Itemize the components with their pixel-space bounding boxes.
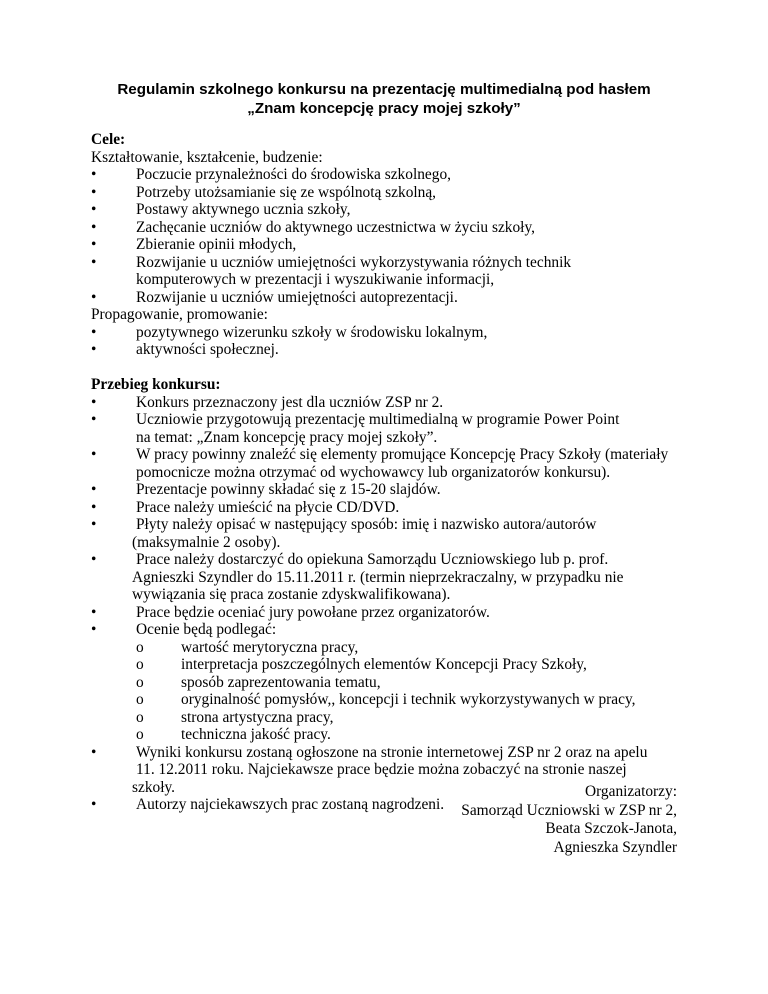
organizer-line: Beata Szczok-Janota, [545, 820, 677, 837]
goals-list-item: • Zachęcanie uczniów do aktywnego uczestnictwa w życiu szkoły, [91, 218, 535, 236]
bullet-icon: • [91, 796, 97, 813]
criteria-item: o sposób zaprezentowania tematu, [136, 673, 381, 691]
course-list-item: • Prezentacje powinny składać się z 15-20 slajdów. [91, 481, 441, 498]
criteria-item: o oryginalność pomysłów,, koncepcji i technik wykorzystywanych w pracy, [136, 691, 636, 708]
organizer-line: Samorząd Uczniowski w ZSP nr 2, [461, 801, 677, 819]
course-list-item: • Prace należy umieścić na płycie CD/DVD. [91, 498, 400, 516]
bullet-icon: • [91, 218, 97, 236]
bullet-icon: • [91, 236, 97, 253]
course-heading: Przebieg konkursu: [91, 376, 221, 393]
bullet-icon: • [91, 288, 97, 306]
bullet-icon: • [91, 603, 97, 621]
bullet-icon: • [91, 743, 97, 761]
course-list-item: • Konkurs przeznaczony jest dla uczniów ZSP nr 2. [91, 393, 444, 411]
bullet-icon: • [91, 446, 97, 463]
bullet-icon: • [91, 498, 97, 516]
goals-heading: Cele: [91, 131, 126, 148]
goals-list-item: • Postawy aktywnego ucznia szkoły, [91, 201, 351, 218]
bullet-icon: • [91, 253, 97, 271]
criteria-item: o techniczna jakość pracy. [136, 726, 331, 743]
circle-bullet-icon: o [136, 708, 144, 726]
bullet-icon: • [91, 481, 97, 498]
goals-list-item: • Potrzeby utożsamianie się ze wspólnotą szkolną, [91, 183, 437, 201]
course-list-item: • Płyty należy opisać w następujący sposób: imię i nazwisko autora/autorów (maksymalnie 2 osoby). [91, 516, 597, 551]
goals-list-item: • aktywności społecznej. [91, 341, 279, 358]
goals-list-item: • Rozwijanie u uczniów umiejętności autoprezentacji. [91, 288, 458, 306]
section-spacer [91, 359, 711, 377]
bullet-icon: • [91, 411, 97, 428]
organizers-block [461, 783, 677, 857]
course-list-item: • Autorzy najciekawszych prac zostaną nagrodzeni. [91, 796, 445, 813]
circle-bullet-icon: o [136, 656, 144, 673]
circle-bullet-icon: o [136, 673, 144, 691]
bullet-icon: • [91, 393, 97, 411]
bullet-icon: • [91, 551, 97, 568]
course-list-item: • W pracy powinny znaleźć się elementy promujące Koncepcję Pracy Szkoły (materiały pomocnicze można otrzymać od wychowawcy lub organizatorów konkursu). [91, 446, 669, 481]
course-list-item: • Uczniowie przygotowują prezentację multimedialną w programie Power Point na temat: „Znam koncepcję pracy mojej szkoły”. [91, 411, 620, 446]
course-list-item: • Ocenie będą podlegać: [91, 621, 277, 638]
goals-list-item: • Zbieranie opinii młodych, [91, 236, 297, 253]
circle-bullet-icon: o [136, 638, 144, 656]
document-body [91, 131, 711, 814]
title-line-1: Regulamin szkolnego konkursu na prezentację multimedialną pod hasłem [117, 81, 651, 98]
organizer-line: Agnieszka Szyndler [553, 838, 677, 856]
title-line-2: „Znam koncepcję pracy mojej szkoły” [247, 100, 521, 117]
goals-list-item: • Poczucie przynależności do środowiska szkolnego, [91, 166, 451, 183]
course-list-item: • Prace będzie oceniać jury powołane przez organizatorów. [91, 603, 490, 621]
bullet-icon: • [91, 201, 97, 218]
circle-bullet-icon: o [136, 726, 144, 743]
circle-bullet-icon: o [136, 691, 144, 708]
goals-list-item: • Rozwijanie u uczniów umiejętności wykorzystywania różnych technik komputerowych w prezentacji i wyszukiwanie informacji, [91, 253, 572, 288]
bullet-icon: • [91, 516, 97, 533]
bullet-icon: • [91, 183, 97, 201]
goals-list-item: • pozytywnego wizerunku szkoły w środowisku lokalnym, [91, 323, 488, 341]
document-title [0, 80, 768, 118]
criteria-item: o interpretacja poszczególnych elementów Koncepcji Pracy Szkoły, [136, 656, 587, 673]
course-list-item: • Prace należy dostarczyć do opiekuna Samorządu Uczniowskiego lub p. prof. Agnieszki Szyndler do 15.11.2011 r. (termin nieprzekraczalny, w przypadku nie wywiązania się praca zostanie zdyskwalifikowana). [91, 551, 624, 603]
criteria-item: o strona artystyczna pracy, [136, 708, 334, 726]
bullet-icon: • [91, 621, 97, 638]
criteria-item: o wartość merytoryczna pracy, [136, 638, 359, 656]
bullet-icon: • [91, 323, 97, 341]
bullet-icon: • [91, 341, 97, 358]
goals-group2-label: Propagowanie, promowanie: [91, 306, 268, 323]
goals-group1-label: Kształtowanie, kształcenie, budzenie: [91, 148, 323, 166]
course-list-item: • Wyniki konkursu zostaną ogłoszone na stronie internetowej ZSP nr 2 oraz na apelu 11. 12.2011 roku. Najciekawsze prace będzie można zobaczyć na stronie naszej szkoły. [91, 743, 648, 796]
organizers-label: Organizatorzy: [584, 783, 677, 800]
bullet-icon: • [91, 166, 97, 183]
